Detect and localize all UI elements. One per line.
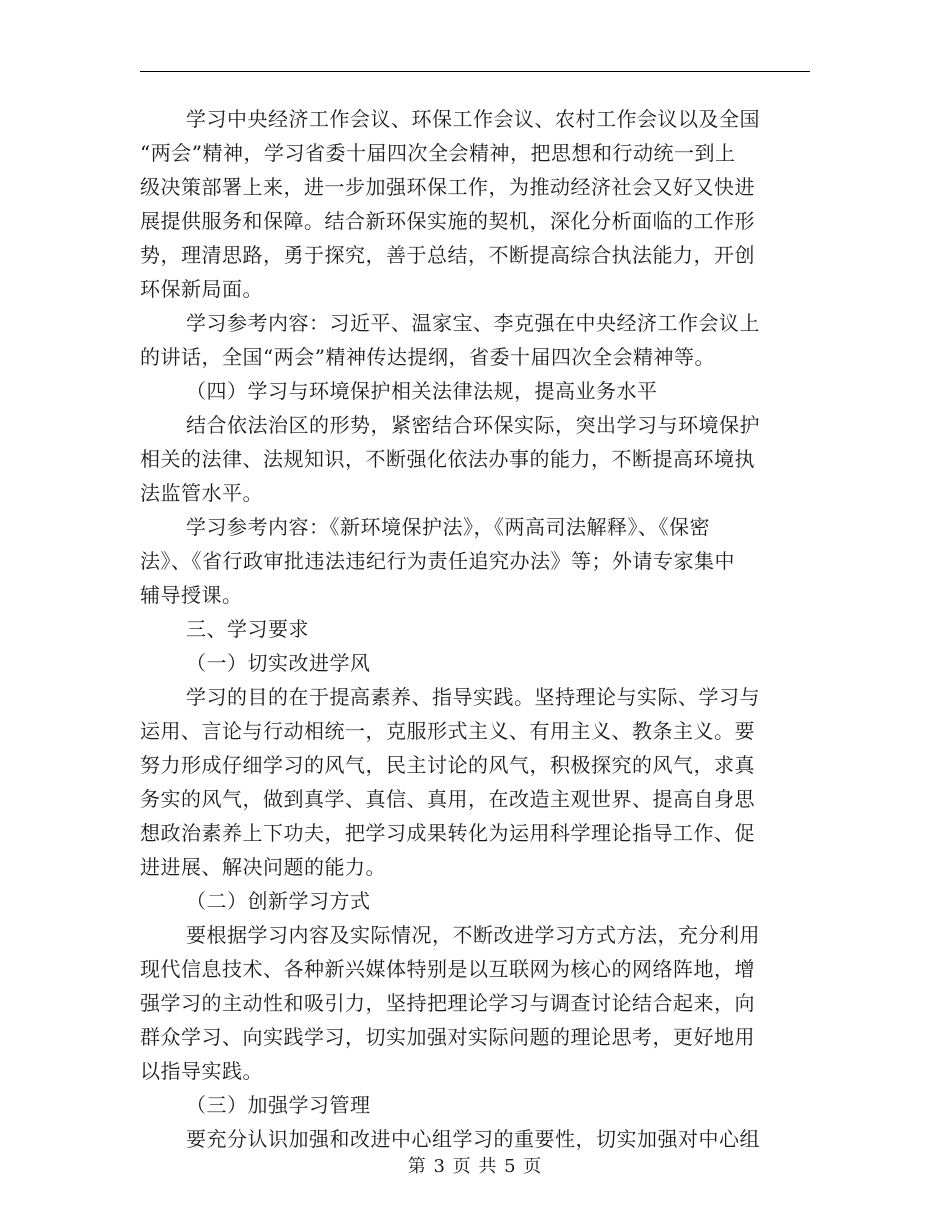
text-line: 运用、言论与行动相统一，克服形式主义、有用主义、教条主义。要 bbox=[140, 719, 755, 743]
header-rule bbox=[140, 71, 810, 72]
text-line: 相关的法律、法规知识，不断强化依法办事的能力，不断提高环境执 bbox=[140, 447, 755, 471]
text-line: 法》、《省行政审批违法违纪行为责任追究办法》等；外请专家集中 bbox=[140, 549, 735, 573]
text-line: 展提供服务和保障。结合新环保实施的契机，深化分析面临的工作形 bbox=[140, 209, 755, 233]
text-line: 学习中央经济工作会议、环保工作会议、农村工作会议以及全国 bbox=[186, 107, 760, 131]
text-line: 务实的风气，做到真学、真信、真用，在改造主观世界、提高自身思 bbox=[140, 787, 755, 811]
text-line: 三、学习要求 bbox=[186, 617, 309, 641]
text-line: 的讲话，全国“两会”精神传达提纲，省委十届四次全会精神等。 bbox=[140, 345, 715, 369]
text-line: 现代信息技术、各种新兴媒体特别是以互联网为核心的网络阵地，增 bbox=[140, 957, 755, 981]
text-line: 进进展、解决问题的能力。 bbox=[140, 855, 386, 879]
text-line: （二）创新学习方式 bbox=[186, 889, 371, 913]
text-line: 强学习的主动性和吸引力，坚持把理论学习与调查讨论结合起来，向 bbox=[140, 991, 755, 1015]
document-body bbox=[140, 102, 808, 1156]
text-line: （三）加强学习管理 bbox=[186, 1093, 371, 1117]
text-line: 级决策部署上来，进一步加强环保工作，为推动经济社会又好又快进 bbox=[140, 175, 755, 199]
text-line: 辅导授课。 bbox=[140, 583, 243, 607]
text-line: （四）学习与环境保护相关法律法规，提高业务水平 bbox=[186, 379, 658, 403]
text-line: 要根据学习内容及实际情况，不断改进学习方式方法，充分利用 bbox=[186, 923, 760, 947]
text-line: 想政治素养上下功夫，把学习成果转化为运用科学理论指导工作、促 bbox=[140, 821, 755, 845]
text-line: 环保新局面。 bbox=[140, 277, 263, 301]
text-line: 学习参考内容：《新环境保护法》，《两高司法解释》、《保密 bbox=[186, 515, 710, 539]
text-line: 学习参考内容：习近平、温家宝、李克强在中央经济工作会议上 bbox=[186, 311, 760, 335]
text-line: “两会”精神，学习省委十届四次全会精神，把思想和行动统一到上 bbox=[140, 141, 736, 165]
page-number: 第 3 页 共 5 页 bbox=[407, 1156, 543, 1177]
page-footer bbox=[0, 1152, 950, 1178]
text-line: 结合依法治区的形势，紧密结合环保实际，突出学习与环境保护 bbox=[186, 413, 760, 437]
text-line: （一）切实改进学风 bbox=[186, 651, 371, 675]
text-line: 势，理清思路，勇于探究，善于总结，不断提高综合执法能力，开创 bbox=[140, 243, 755, 267]
text-line: 学习的目的在于提高素养、指导实践。坚持理论与实际、学习与 bbox=[186, 685, 760, 709]
text-line: 以指导实践。 bbox=[140, 1059, 263, 1083]
text-line: 要充分认识加强和改进中心组学习的重要性，切实加强对中心组 bbox=[186, 1127, 760, 1151]
text-line: 法监管水平。 bbox=[140, 481, 263, 505]
text-line: 努力形成仔细学习的风气，民主讨论的风气，积极探究的风气，求真 bbox=[140, 753, 755, 777]
text-line: 群众学习、向实践学习，切实加强对实际问题的理论思考，更好地用 bbox=[140, 1025, 755, 1049]
